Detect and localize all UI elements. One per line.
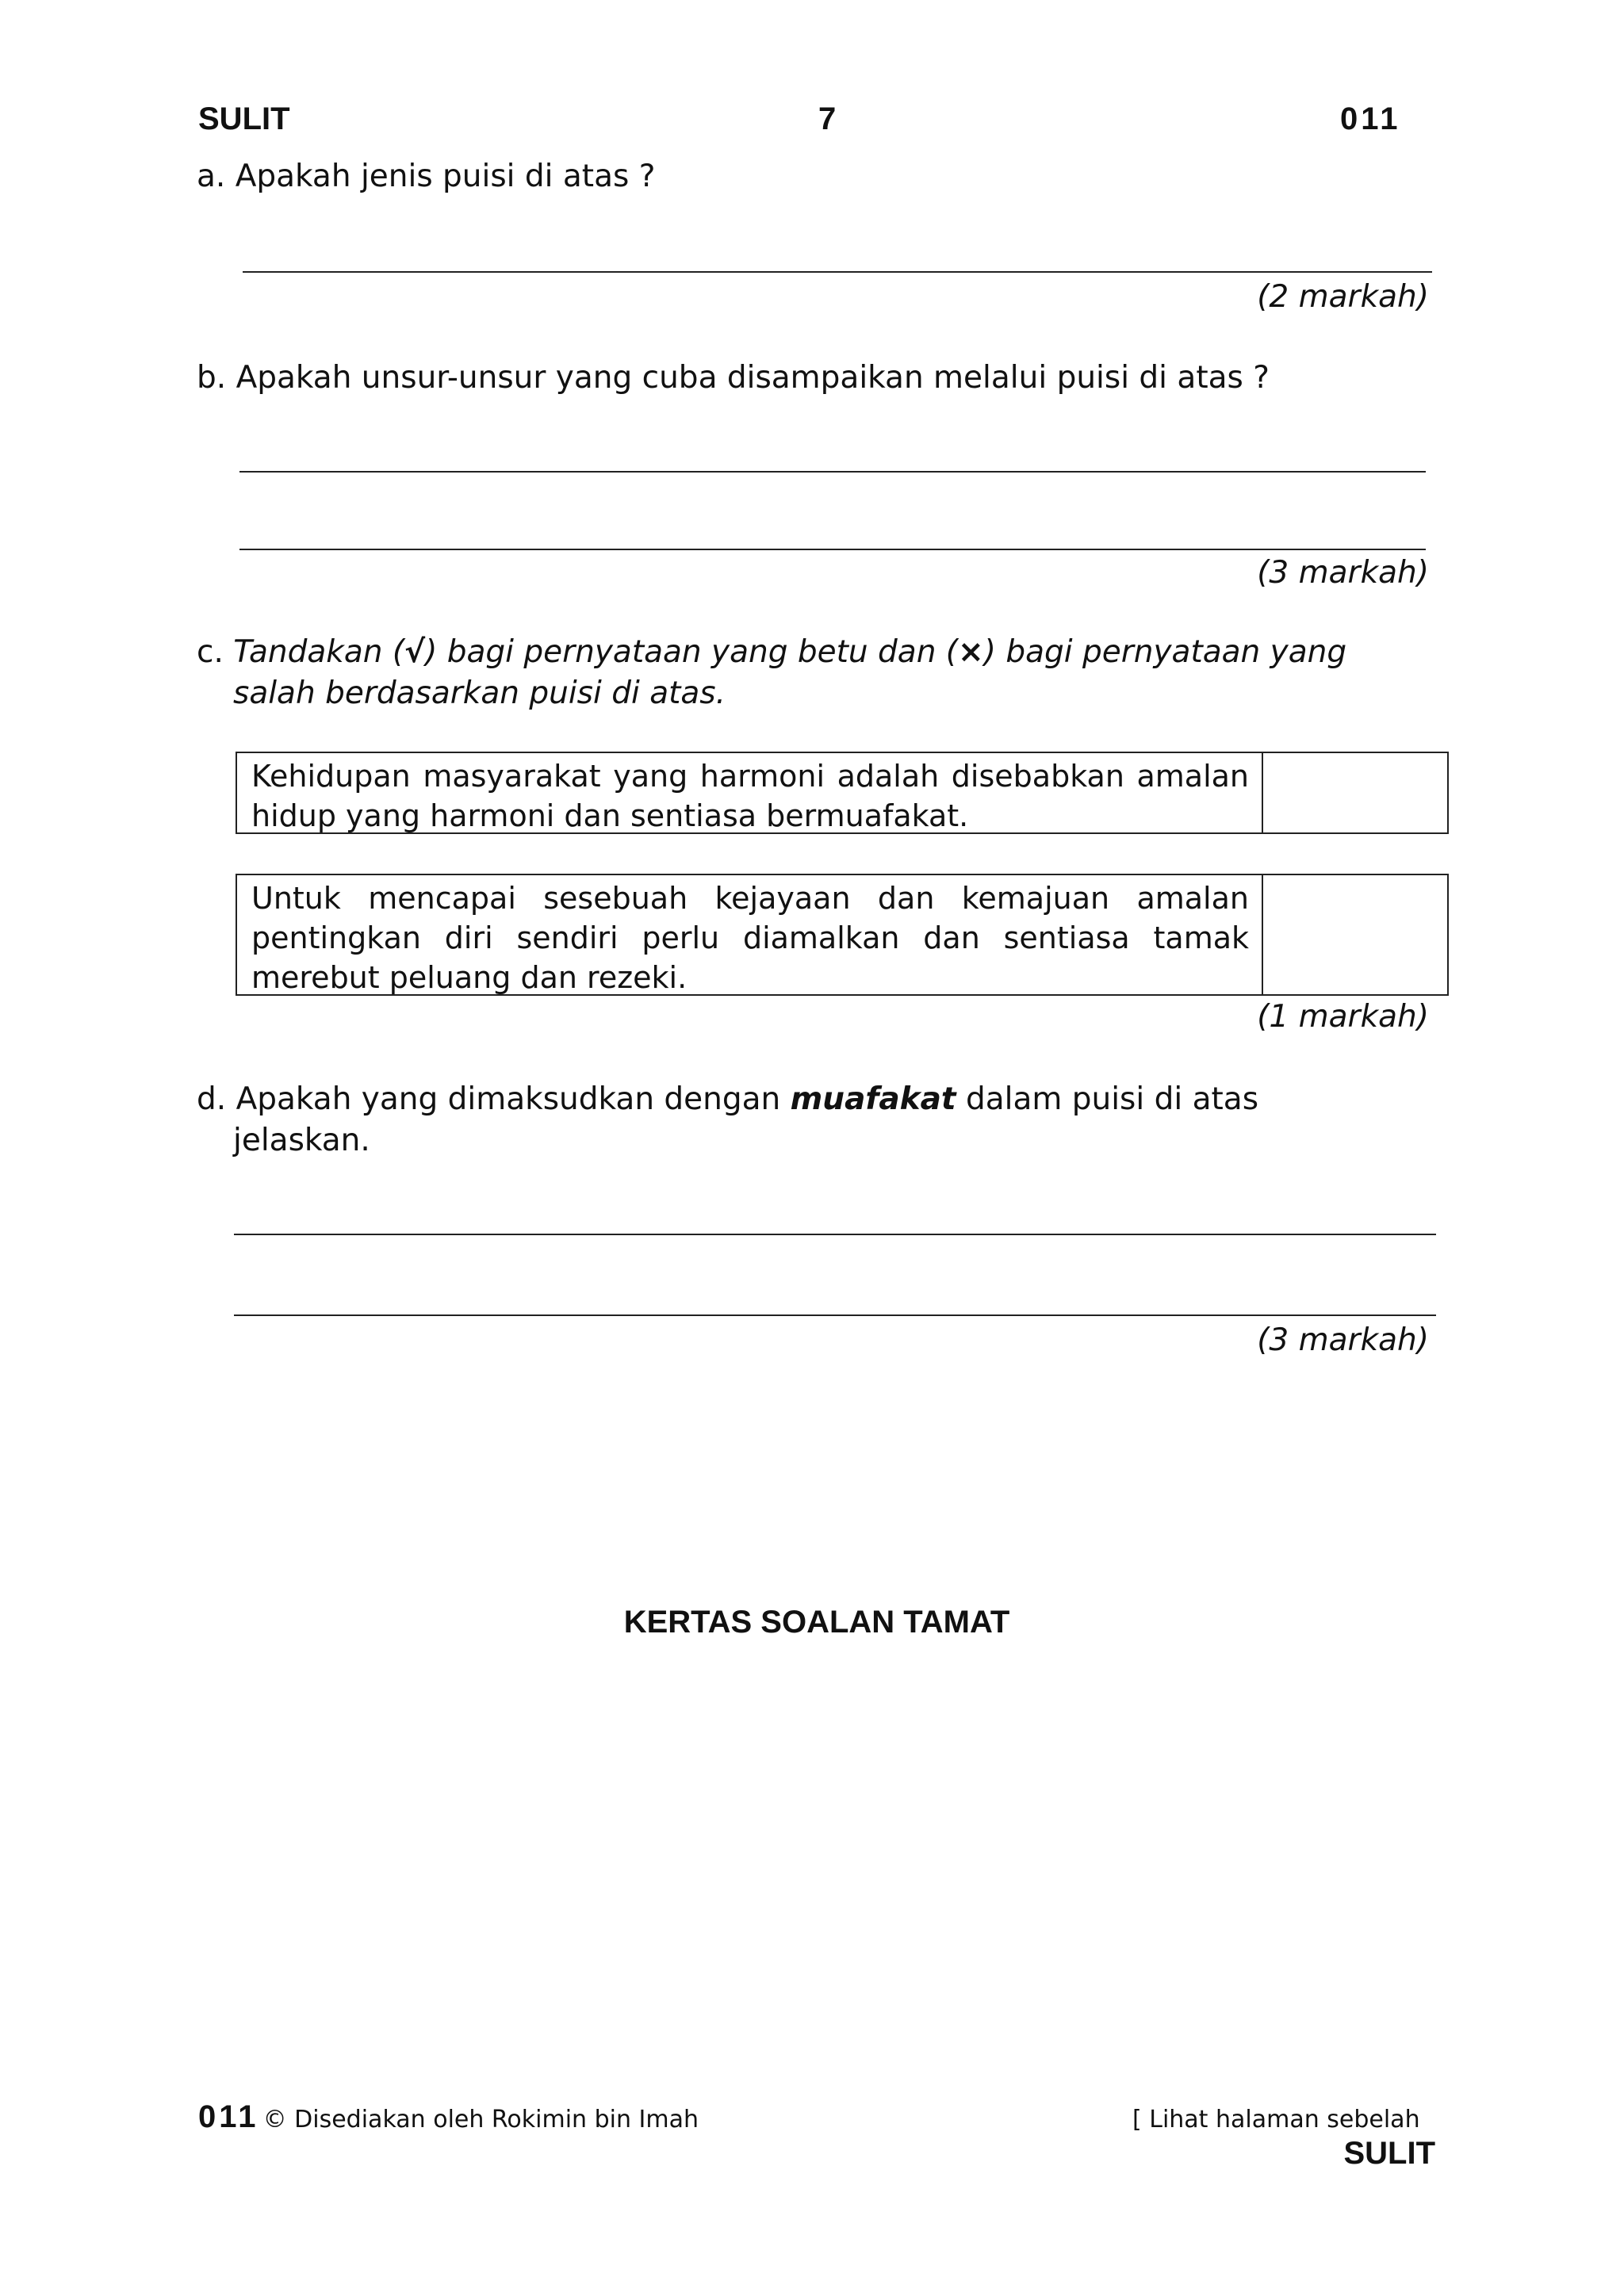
answer-line-d1[interactable] [234, 1234, 1436, 1235]
statement-row-2 [236, 874, 1449, 996]
answer-line-b2[interactable] [239, 549, 1426, 550]
answer-line-d2[interactable] [234, 1314, 1436, 1316]
marks-c: (1 markah) [1257, 999, 1429, 1035]
footer-code: 011 [198, 2099, 259, 2134]
footer-left [198, 2099, 699, 2135]
statement-1-text: Kehidupan masyarakat yang harmoni adalah disebabkan amalan hidup yang harmoni dan sentiasa bermuafakat. [237, 753, 1263, 832]
footer-classification: SULIT [1343, 2136, 1435, 2171]
paper-code: 011 [1340, 101, 1401, 136]
statement-2-answer-box[interactable] [1263, 875, 1447, 994]
page-number: 7 [818, 101, 837, 136]
question-d [197, 1080, 1258, 1119]
question-b-label: b. [197, 360, 227, 396]
question-a-text: Apakah jenis puisi di atas ? [235, 159, 656, 194]
question-c [197, 633, 1346, 672]
question-d-text-2: dalam puisi di atas [956, 1081, 1259, 1117]
question-d-keyword: muafakat [790, 1081, 956, 1117]
question-b-text: Apakah unsur-unsur yang cuba disampaikan melalui puisi di atas ? [236, 360, 1270, 396]
header-classification: SULIT [198, 101, 290, 136]
answer-line-b1[interactable] [239, 471, 1426, 473]
cross-symbol: × [958, 634, 984, 670]
question-d-label: d. [197, 1081, 227, 1117]
marks-b: (3 markah) [1257, 555, 1429, 591]
statement-row-1 [236, 752, 1449, 834]
marks-d: (3 markah) [1257, 1322, 1429, 1358]
question-a-label: a. [197, 159, 226, 194]
question-b [197, 358, 1270, 398]
footer-next-page: [ Lihat halaman sebelah [1132, 2106, 1420, 2133]
question-c-label: c. [197, 634, 224, 670]
end-of-paper: KERTAS SOALAN TAMAT [623, 1605, 1010, 1640]
question-d-line-2: jelaskan. [233, 1123, 370, 1158]
statement-1-answer-box[interactable] [1263, 753, 1447, 832]
marks-a: (2 markah) [1257, 279, 1429, 315]
answer-line-a1[interactable] [243, 271, 1432, 273]
question-c-line-2: salah berdasarkan puisi di atas. [233, 675, 726, 711]
question-a [197, 157, 655, 197]
statement-2-text: Untuk mencapai sesebuah kejayaan dan kemajuan amalan pentingkan diri sendiri perlu diamalkan dan sentiasa tamak merebut peluang dan rezeki. [237, 875, 1263, 994]
question-c-text-2: ) bagi pernyataan yang betu dan ( [425, 634, 959, 670]
tick-symbol: √ [404, 634, 426, 670]
question-d-text-1: Apakah yang dimaksudkan dengan [236, 1081, 791, 1117]
footer-credit: © Disediakan oleh Rokimin bin Imah [262, 2106, 699, 2133]
question-c-text-3: ) bagi pernyataan yang [983, 634, 1347, 670]
question-c-text-1: Tandakan ( [233, 634, 405, 670]
